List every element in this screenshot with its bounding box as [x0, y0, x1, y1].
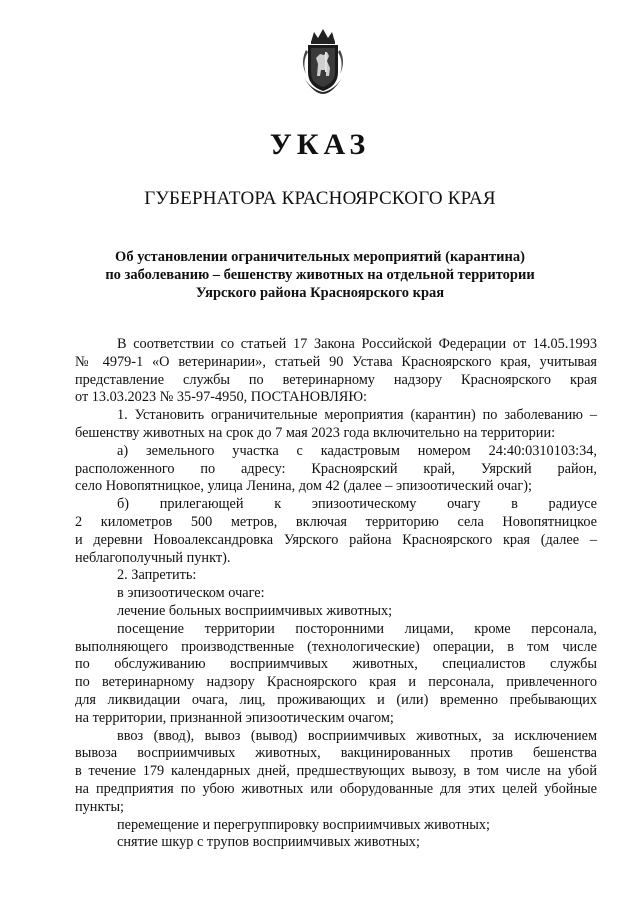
- paragraph-line: в эпизоотическом очаге:: [117, 585, 265, 602]
- paragraph-line: на предприятия по убою животных или оборудованные для этих целей убойные: [75, 780, 597, 797]
- paragraph-line: выполняющего производственные (технологические) операции, в том числе: [75, 638, 597, 655]
- paragraph-line: по ветеринарному надзору Красноярского края и персонала, привлеченного: [75, 674, 597, 691]
- paragraph-line: и деревни Новоалександровка Уярского района Красноярского края (далее –: [75, 531, 597, 548]
- paragraph-line: б) прилегающей к эпизоотическому очагу в радиусе: [117, 496, 597, 513]
- issuer-heading: ГУБЕРНАТОРА КРАСНОЯРСКОГО КРАЯ: [144, 188, 496, 209]
- paragraph-line: ввоз (ввод), вывоз (вывод) восприимчивых животных, за исключением: [117, 727, 597, 744]
- decree-title-line: Уярского района Красноярского края: [195, 285, 445, 301]
- paragraph-line: 2. Запретить:: [117, 567, 197, 584]
- paragraph-line: по обслуживанию восприимчивых животных, специалистов службы: [75, 656, 597, 673]
- paragraph-line: неблагополучный пункт).: [75, 549, 231, 566]
- paragraph: [75, 603, 597, 621]
- paragraph-line: село Новопятницкое, улица Ленина, дом 42 (далее – эпизоотический очаг);: [75, 478, 532, 495]
- decree-title: [80, 248, 560, 302]
- coat-of-arms-icon: [296, 28, 350, 96]
- decree-title-line: Об установлении ограничительных мероприятий (карантина): [115, 249, 525, 265]
- decree-body: [75, 336, 597, 852]
- paragraph-line: а) земельного участка с кадастровым номером 24:40:0310103:34,: [117, 442, 597, 459]
- paragraph-line: 1. Установить ограничительные мероприятия (карантин) по заболеванию –: [117, 407, 597, 424]
- paragraph-line: от 13.03.2023 № 35-97-4950, ПОСТАНОВЛЯЮ:: [75, 389, 368, 406]
- paragraph: [75, 443, 597, 496]
- paragraph: [75, 585, 597, 603]
- paragraph-line: пункты;: [75, 798, 125, 815]
- paragraph-line: № 4979-1 «О ветеринарии», статьей 90 Устава Красноярского края, учитывая: [75, 353, 597, 370]
- paragraph: [75, 728, 597, 817]
- paragraph-line: расположенного по адресу: Красноярский край, Уярский район,: [75, 460, 597, 477]
- paragraph-line: перемещение и перегруппировку восприимчивых животных;: [117, 816, 490, 833]
- paragraph: [75, 496, 597, 567]
- decree-title-line: по заболеванию – бешенству животных на отдельной территории: [105, 267, 535, 283]
- paragraph-line: в течение 179 календарных дней, предшествующих вывозу, в том числе на убой: [75, 763, 597, 780]
- paragraph-line: бешенству животных на срок до 7 мая 2023 года включительно на территории:: [75, 424, 556, 441]
- paragraph-line: на территории, признанной эпизоотическим очагом;: [75, 709, 394, 726]
- paragraph: [75, 336, 597, 407]
- paragraph-line: посещение территории посторонними лицами, кроме персонала,: [117, 620, 597, 637]
- paragraph-line: для ликвидации очага, лиц, проживающих и (или) временно пребывающих: [75, 691, 597, 708]
- paragraph: [75, 834, 597, 852]
- paragraph: [75, 621, 597, 728]
- paragraph-line: 2 километров 500 метров, включая территорию села Новопятницкое: [75, 513, 597, 530]
- paragraph: [75, 567, 597, 585]
- paragraph: [75, 817, 597, 835]
- paragraph-line: В соответствии со статьей 17 Закона Российской Федерации от 14.05.1993: [117, 336, 597, 352]
- paragraph-line: снятие шкур с трупов восприимчивых животных;: [117, 834, 420, 851]
- document-type-heading: УКАЗ: [269, 128, 371, 161]
- paragraph-line: вывоза восприимчивых животных, вакцинированных против бешенства: [75, 745, 597, 762]
- paragraph-line: представление службы по ветеринарному надзору Красноярского края: [75, 371, 597, 388]
- paragraph-line: лечение больных восприимчивых животных;: [117, 602, 393, 619]
- paragraph: [75, 407, 597, 443]
